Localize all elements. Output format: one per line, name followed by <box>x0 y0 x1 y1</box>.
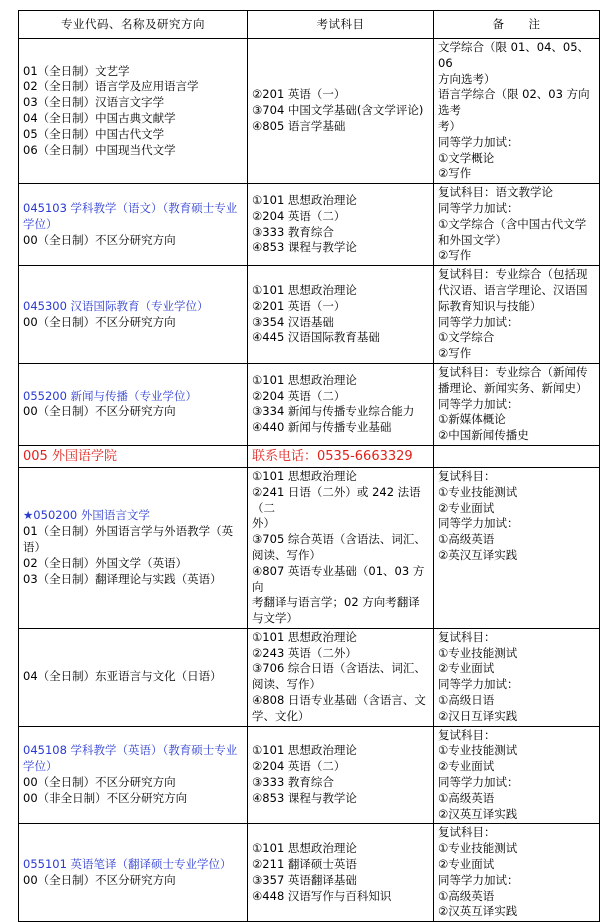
note-line: ①文学综合 <box>438 330 495 345</box>
exam-subject: ③357 英语翻译基础 <box>252 872 357 887</box>
note-line: 考） <box>438 118 461 133</box>
notes-cell <box>434 467 600 628</box>
note-line: ①专业技能测试 <box>438 841 518 856</box>
table-row <box>19 628 600 726</box>
exam-subject: 考翻译与语言学；02 方向考翻译 <box>252 595 420 610</box>
note-line: 和外国文学） <box>438 232 507 247</box>
research-direction: 04（全日制）中国古典文献学 <box>23 111 176 126</box>
note-line: 同等学力加试： <box>438 314 519 329</box>
exam-subject: ③705 综合英语（含语法、词汇、 <box>252 532 426 547</box>
research-direction: 00（全日制）不区分研究方向 <box>23 314 176 329</box>
research-direction: 00（非全日制）不区分研究方向 <box>23 790 188 805</box>
research-direction: 02（全日制）外国文学（英语） <box>23 555 188 570</box>
research-direction: 04（全日制）东亚语言与文化（日语） <box>23 669 222 684</box>
note-line: ①高级日语 <box>438 693 495 708</box>
note-line: 际教育知识与技能） <box>438 298 542 313</box>
table-row <box>19 363 600 445</box>
exams-cell <box>248 363 434 445</box>
note-line: 同等学力加试： <box>438 396 519 411</box>
header-exams: 考试科目 <box>248 11 434 39</box>
exams-cell <box>248 467 434 628</box>
note-line: 复试科目： <box>438 629 496 644</box>
note-line: ①新媒体概论 <box>438 412 506 427</box>
note-line: 同等学力加试： <box>438 677 519 692</box>
program-cell <box>19 726 248 824</box>
program-title: 055200 新闻与传播（专业学位） <box>23 388 198 403</box>
exam-subject: ③706 综合日语（含语法、词汇、 <box>252 661 426 676</box>
program-title: 055101 英语笔译（翻译硕士专业学位） <box>23 857 232 872</box>
exam-subject: ④808 日语专业基础（含语言、文 <box>252 693 426 708</box>
note-line: ①文学综合（含中国古代文学 <box>438 216 587 231</box>
header-program: 专业代码、名称及研究方向 <box>19 11 248 39</box>
note-line: 方向选考） <box>438 71 496 86</box>
note-line: ①高级英语 <box>438 790 495 805</box>
exam-subject: ②201 英语（一） <box>252 298 346 313</box>
exam-subject: ③334 新闻与传播专业综合能力 <box>252 404 415 419</box>
section-contact: 联系电话：0535-6663329 <box>248 445 434 467</box>
exams-cell <box>248 628 434 726</box>
research-direction: 00（全日制）不区分研究方向 <box>23 775 176 790</box>
note-line: 文学综合（限 01、04、05、06 <box>438 40 590 70</box>
research-direction: 01（全日制）外国语言学与外语教学（英 <box>23 524 234 539</box>
exam-subject: ①101 思想政治理论 <box>252 372 357 387</box>
exam-subject: ①101 思想政治理论 <box>252 468 357 483</box>
note-line: ②专业面试 <box>438 857 495 872</box>
exams-cell <box>248 39 434 184</box>
research-direction: 06（全日制）中国现当代文学 <box>23 142 176 157</box>
exams-cell <box>248 266 434 364</box>
note-line: 复试科目：语文教学论 <box>438 185 553 200</box>
exam-subject: ②204 英语（二） <box>252 208 346 223</box>
program-cell <box>19 628 248 726</box>
exam-subject: ②204 英语（二） <box>252 759 346 774</box>
exam-subject: 与文学） <box>252 611 298 626</box>
research-direction: 02（全日制）语言学及应用语言学 <box>23 79 199 94</box>
exam-subject: 阅读、写作） <box>252 547 321 562</box>
exam-subject: ④445 汉语国际教育基础 <box>252 330 380 345</box>
exam-subject: ①101 思想政治理论 <box>252 841 357 856</box>
notes-cell <box>434 266 600 364</box>
note-line: ②汉英互译实践 <box>438 806 518 821</box>
note-line: 同等学力加试： <box>438 134 519 149</box>
note-line: 代汉语、语言学理论、汉语国 <box>438 282 588 297</box>
exam-subject: ②201 英语（一） <box>252 87 346 102</box>
note-line: 复试科目： <box>438 468 496 483</box>
section-empty <box>434 445 600 467</box>
research-direction: 00（全日制）不区分研究方向 <box>23 404 176 419</box>
note-line: ②写作 <box>438 166 472 181</box>
exam-subject: 阅读、写作） <box>252 677 321 692</box>
research-direction: 01（全日制）文艺学 <box>23 63 130 78</box>
program-cell <box>19 363 248 445</box>
note-line: 复试科目：专业综合（新闻传 <box>438 364 588 379</box>
program-cell <box>19 266 248 364</box>
exam-subject: ①101 思想政治理论 <box>252 282 357 297</box>
exam-subject: 学、文化） <box>252 708 310 723</box>
program-cell <box>19 39 248 184</box>
research-direction: 03（全日制）汉语言文字学 <box>23 95 165 110</box>
exam-subject: 外） <box>252 516 275 531</box>
exam-subject: ③333 教育综合 <box>252 224 334 239</box>
program-title: 045108 学科教学（英语）（教育硕士专业学位） <box>23 743 238 774</box>
note-line: 播理论、新闻实务、新闻史） <box>438 380 588 395</box>
research-direction: 05（全日制）中国古代文学 <box>23 126 165 141</box>
note-line: ②专业面试 <box>438 500 495 515</box>
note-line: 同等学力加试： <box>438 516 519 531</box>
table-row <box>19 184 600 266</box>
program-title: ★050200 外国语言文学 <box>23 508 150 523</box>
note-line: 复试科目：专业综合（包括现 <box>438 267 588 282</box>
exam-subject: ②211 翻译硕士英语 <box>252 857 357 872</box>
exam-subject: ④805 语言学基础 <box>252 118 346 133</box>
note-line: ②汉英互译实践 <box>438 904 518 919</box>
research-direction: 00（全日制）不区分研究方向 <box>23 872 176 887</box>
note-line: ①文学概论 <box>438 150 495 165</box>
table-row <box>19 266 600 364</box>
exam-subject: ③704 中国文学基础(含文学评论) <box>252 103 424 118</box>
note-line: 同等学力加试： <box>438 872 519 887</box>
notes-cell <box>434 39 600 184</box>
header-notes: 备 注 <box>434 11 600 39</box>
note-line: ①专业技能测试 <box>438 743 518 758</box>
table-row <box>19 39 600 184</box>
exams-cell <box>248 726 434 824</box>
notes-cell <box>434 628 600 726</box>
exam-subject: ②204 英语（二） <box>252 388 346 403</box>
note-line: 复试科目： <box>438 825 496 840</box>
exams-cell <box>248 824 434 922</box>
table-row <box>19 824 600 922</box>
exam-subject: ③354 汉语基础 <box>252 314 334 329</box>
note-line: 同等学力加试： <box>438 775 519 790</box>
note-line: ②写作 <box>438 248 472 263</box>
exam-subject: ④440 新闻与传播专业基础 <box>252 420 392 435</box>
exam-subject: ①101 思想政治理论 <box>252 629 357 644</box>
exam-subject: ①101 思想政治理论 <box>252 743 357 758</box>
research-direction: 00（全日制）不区分研究方向 <box>23 232 176 247</box>
table-row <box>19 726 600 824</box>
note-line: 同等学力加试： <box>438 200 519 215</box>
note-line: ②英汉互译实践 <box>438 547 518 562</box>
exam-subject: ②243 英语（二外） <box>252 645 357 660</box>
note-line: ②中国新闻传播史 <box>438 428 529 443</box>
program-table <box>18 10 600 922</box>
exam-subject: ④853 课程与教学论 <box>252 240 357 255</box>
note-line: ①高级英语 <box>438 532 495 547</box>
note-line: 复试科目： <box>438 727 496 742</box>
notes-cell <box>434 363 600 445</box>
program-title: 045300 汉语国际教育（专业学位） <box>23 298 209 313</box>
exam-subject: ④853 课程与教学论 <box>252 790 357 805</box>
section-row <box>19 445 600 467</box>
section-name: 005 外国语学院 <box>19 445 248 467</box>
research-direction: 语） <box>23 540 46 554</box>
note-line: ①专业技能测试 <box>438 484 518 499</box>
notes-cell <box>434 824 600 922</box>
program-cell <box>19 184 248 266</box>
program-cell <box>19 467 248 628</box>
table-header-row <box>19 11 600 39</box>
notes-cell <box>434 184 600 266</box>
exam-subject: ③333 教育综合 <box>252 775 334 790</box>
note-line: ①高级英语 <box>438 888 495 903</box>
note-line: ①专业技能测试 <box>438 645 518 660</box>
exams-cell <box>248 184 434 266</box>
note-line: ②汉日互译实践 <box>438 708 518 723</box>
note-line: ②专业面试 <box>438 759 495 774</box>
note-line: 语言学综合（限 02、03 方向选考 <box>438 87 590 118</box>
table-row <box>19 467 600 628</box>
exam-subject: ④448 汉语写作与百科知识 <box>252 888 392 903</box>
note-line: ②专业面试 <box>438 661 495 676</box>
exam-subject: ④807 英语专业基础（01、03 方向 <box>252 563 425 594</box>
research-direction: 03（全日制）翻译理论与实践（英语） <box>23 571 222 586</box>
exam-subject: ①101 思想政治理论 <box>252 193 357 208</box>
program-cell <box>19 824 248 922</box>
program-title: 045103 学科教学（语文）（教育硕士专业学位） <box>23 200 238 231</box>
notes-cell <box>434 726 600 824</box>
note-line: ②写作 <box>438 346 472 361</box>
exam-subject: ②241 日语（二外）或 242 法语（二 <box>252 484 421 515</box>
